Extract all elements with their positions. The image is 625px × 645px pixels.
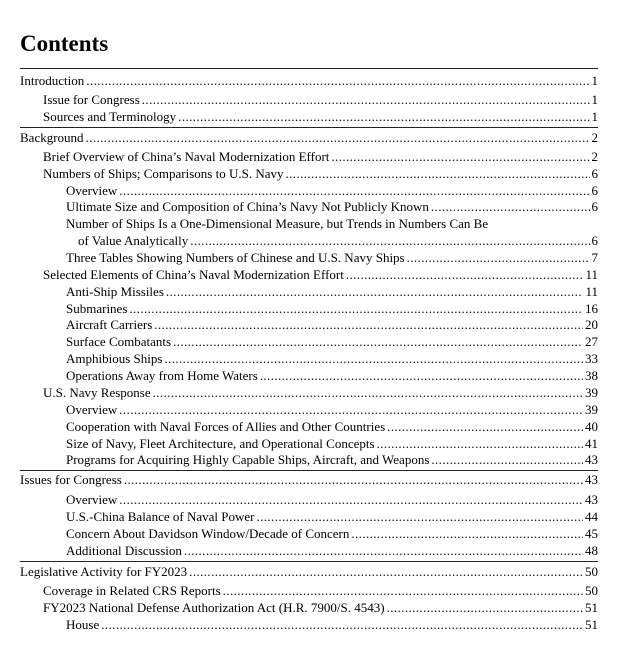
toc-entry-number-of-ships-line1[interactable]: Number of Ships Is a One-Dimensional Measure, but Trends in Numbers Can Be (66, 216, 489, 231)
toc-entry-label: Legislative Activity for FY2023 (20, 564, 188, 579)
page-title: Contents (20, 31, 109, 56)
toc-entry-page: 1 (591, 92, 598, 107)
toc-entry-label: Concern About Davidson Window/Decade of Concern (66, 526, 350, 541)
dot-leader (377, 436, 583, 452)
toc-entry-label: Numbers of Ships; Comparisons to U.S. Navy (43, 166, 284, 181)
toc-entry-additional-discussion[interactable] (66, 543, 598, 559)
toc-entry-balance-of-naval-power[interactable] (66, 509, 598, 525)
toc-entry-ndaa[interactable] (43, 600, 598, 616)
toc-entry-aircraft-carriers[interactable] (66, 317, 598, 333)
toc-entry-overview[interactable] (66, 492, 598, 508)
toc-entry-page: 40 (585, 419, 598, 434)
toc-entry-label: Cooperation with Naval Forces of Allies and Other Countries (66, 419, 386, 434)
toc-entry-label: Aircraft Carriers (66, 317, 153, 332)
toc-entry-page: 41 (585, 436, 598, 451)
dot-leader (189, 564, 583, 580)
toc-entry-label: Additional Discussion (66, 543, 182, 558)
toc-entry-house[interactable] (66, 617, 598, 633)
dot-leader (331, 149, 589, 165)
toc-entry-numbers-of-ships[interactable] (43, 166, 598, 182)
dot-leader (431, 199, 590, 215)
toc-entry-label: Programs for Acquiring Highly Capable Ships, Aircraft, and Weapons (66, 452, 430, 467)
toc-entry-selected-elements[interactable] (43, 267, 598, 283)
toc-entry-page: 39 (585, 385, 598, 400)
toc-entry-page: 45 (585, 526, 598, 541)
toc-entry-page: 38 (585, 368, 598, 383)
toc-entry-us-navy-response[interactable] (43, 385, 598, 401)
toc-entry-programs[interactable] (66, 452, 598, 468)
toc-entry-page: 20 (585, 317, 598, 332)
toc-entry-label: Coverage in Related CRS Reports (43, 583, 221, 598)
dot-leader (407, 250, 590, 266)
dot-leader (387, 419, 583, 435)
toc-entry-label: U.S.-China Balance of Naval Power (66, 509, 255, 524)
dot-leader (129, 301, 583, 317)
toc-entry-page: 6 (591, 233, 598, 248)
toc-entry-page: 6 (591, 166, 598, 181)
toc-entry-coverage-crs-reports[interactable] (43, 583, 598, 599)
toc-entry-surface-combatants[interactable] (66, 334, 598, 350)
dot-leader (351, 526, 583, 542)
toc-entry-number-of-ships[interactable] (78, 233, 598, 249)
toc-entry-brief-overview[interactable] (43, 149, 598, 165)
dot-leader (153, 385, 583, 401)
dot-leader (142, 92, 590, 108)
dot-leader (178, 109, 589, 125)
toc-entry-label: of Value Analytically (78, 233, 189, 248)
dot-leader (260, 368, 583, 384)
toc-entry-label: Ultimate Size and Composition of China’s Navy Not Publicly Known (66, 199, 429, 214)
section-rule (20, 127, 598, 128)
dot-leader (173, 334, 583, 350)
dot-leader (223, 583, 583, 599)
toc-entry-label: Submarines (66, 301, 128, 316)
toc-entry-page: 7 (591, 250, 598, 265)
toc-entry-legislative-activity[interactable] (20, 564, 598, 580)
toc-entry-label: Introduction (20, 73, 85, 88)
dot-leader (346, 267, 584, 283)
toc-entry-label: FY2023 National Defense Authorization Act (H.R. 7900/S. 4543) (43, 600, 385, 615)
toc-entry-submarines[interactable] (66, 301, 598, 317)
dot-leader (256, 509, 583, 525)
toc-entry-label: Amphibious Ships (66, 351, 163, 366)
toc-entry-label: Three Tables Showing Numbers of Chinese and U.S. Navy Ships (66, 250, 405, 265)
dot-leader (164, 351, 583, 367)
toc-entry-page: 2 (591, 149, 598, 164)
toc-entry-overview[interactable] (66, 402, 598, 418)
toc-entry-size-of-navy[interactable] (66, 436, 598, 452)
toc-entry-page: 11 (585, 284, 598, 299)
section-rule (20, 68, 598, 69)
toc-entry-page: 48 (585, 543, 598, 558)
dot-leader (286, 166, 590, 182)
toc-entry-introduction[interactable] (20, 73, 598, 89)
section-rule (20, 470, 598, 471)
dot-leader (119, 492, 583, 508)
dot-leader (86, 130, 590, 146)
toc-entry-page: 1 (591, 73, 598, 88)
toc-entry-label: House (66, 617, 100, 632)
toc-entry-ultimate-size[interactable] (66, 199, 598, 215)
toc-entry-label: Issue for Congress (43, 92, 140, 107)
toc-entry-davidson-window[interactable] (66, 526, 598, 542)
toc-entry-label: Brief Overview of China’s Naval Modernization Effort (43, 149, 330, 164)
toc-entry-page: 11 (585, 267, 598, 282)
toc-entry-issue-for-congress[interactable] (43, 92, 598, 108)
toc-entry-cooperation[interactable] (66, 419, 598, 435)
toc-entry-page: 33 (585, 351, 598, 366)
toc-entry-page: 43 (585, 492, 598, 507)
dot-leader (154, 317, 583, 333)
toc-entry-page: 16 (585, 301, 598, 316)
toc-entry-label: Overview (66, 402, 118, 417)
toc-entry-operations-away[interactable] (66, 368, 598, 384)
toc-entry-sources-and-terminology[interactable] (43, 109, 598, 125)
toc-entry-label: Sources and Terminology (43, 109, 177, 124)
toc-entry-label: Overview (66, 492, 118, 507)
dot-leader (86, 73, 589, 89)
toc-entry-label: Operations Away from Home Waters (66, 368, 258, 383)
toc-entry-page: 51 (585, 617, 598, 632)
toc-entry-page: 50 (585, 564, 598, 579)
toc-entry-page: 27 (585, 334, 598, 349)
dot-leader (184, 543, 583, 559)
dot-leader (119, 402, 583, 418)
toc-entry-anti-ship-missiles[interactable] (66, 284, 598, 300)
dot-leader (119, 183, 589, 199)
dot-leader (124, 472, 583, 488)
toc-entry-page: 50 (585, 583, 598, 598)
dot-leader (431, 452, 583, 468)
toc-entry-label: Background (20, 130, 84, 145)
toc-entry-page: 51 (585, 600, 598, 615)
dot-leader (190, 233, 589, 249)
toc-entry-page: 39 (585, 402, 598, 417)
toc-entry-page: 1 (591, 109, 598, 124)
toc-entry-label: Surface Combatants (66, 334, 172, 349)
toc-entry-page: 43 (585, 452, 598, 467)
toc-entry-label: Issues for Congress (20, 472, 122, 487)
toc-entry-background[interactable] (20, 130, 598, 146)
toc-entry-page: 2 (591, 130, 598, 145)
toc-entry-overview[interactable] (66, 183, 598, 199)
toc-entry-page: 43 (585, 472, 598, 487)
dot-leader (101, 617, 583, 633)
toc-entry-amphibious-ships[interactable] (66, 351, 598, 367)
toc-entry-label: Selected Elements of China’s Naval Modernization Effort (43, 267, 344, 282)
section-rule (20, 561, 598, 562)
dot-leader (387, 600, 583, 616)
toc-entry-three-tables[interactable] (66, 250, 598, 266)
toc-entry-page: 6 (591, 199, 598, 214)
toc-entry-page: 44 (585, 509, 598, 524)
toc-entry-label: Size of Navy, Fleet Architecture, and Operational Concepts (66, 436, 375, 451)
toc-entry-label: Overview (66, 183, 118, 198)
dot-leader (166, 284, 584, 300)
toc-entry-issues-for-congress[interactable] (20, 472, 598, 488)
toc-entry-label: Anti-Ship Missiles (66, 284, 164, 299)
toc-entry-page: 6 (591, 183, 598, 198)
toc-entry-label: U.S. Navy Response (43, 385, 151, 400)
